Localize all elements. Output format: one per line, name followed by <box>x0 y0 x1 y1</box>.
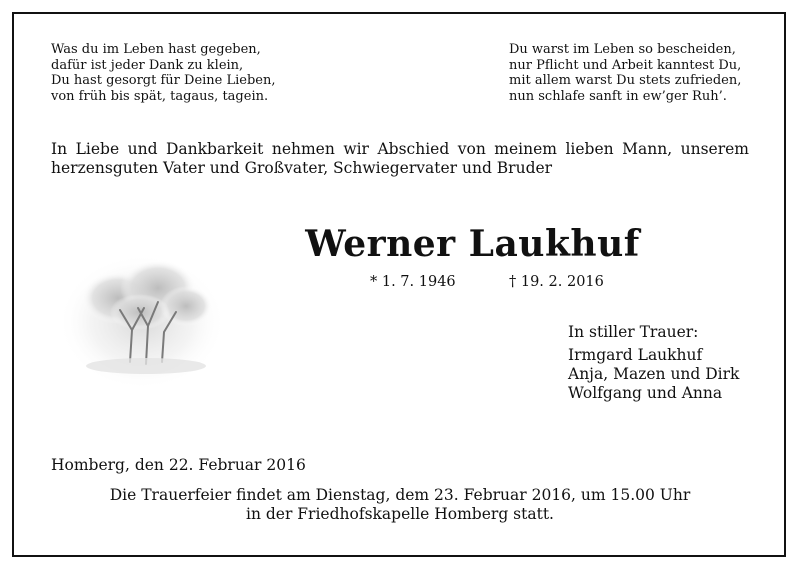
birth-date: * 1. 7. 1946 <box>370 274 456 290</box>
poem-line: nun schlafe sanft in ew’ger Ruh’. <box>509 88 727 104</box>
poem-left <box>51 42 276 104</box>
poem-line: dafür ist jeder Dank zu klein, <box>51 57 244 73</box>
place-and-date: Homberg, den 22. Februar 2016 <box>51 456 306 474</box>
mourners-block <box>568 323 739 403</box>
poem-line: von früh bis spät, tagaus, tagein. <box>51 88 269 104</box>
death-date: † 19. 2. 2016 <box>509 274 604 290</box>
deceased-name: Werner Laukhuf <box>305 223 640 265</box>
tree-illustration-icon <box>58 250 226 395</box>
funeral-line: in der Friedhofskapelle Homberg statt. <box>246 505 554 523</box>
poem-line: nur Pflicht und Arbeit kanntest Du, <box>509 57 742 73</box>
funeral-line: Die Trauerfeier findet am Dienstag, dem 23. Februar 2016, um 15.00 Uhr <box>109 486 691 504</box>
farewell-line: In Liebe und Dankbarkeit nehmen wir Abschied von meinem lieben Mann, unserem <box>51 140 749 158</box>
poem-line: Du warst im Leben so bescheiden, <box>509 42 736 57</box>
mourner-name: Irmgard Laukhuf <box>568 346 703 364</box>
poem-line: Du hast gesorgt für Deine Lieben, <box>51 73 276 88</box>
farewell-text <box>51 140 749 178</box>
mourner-name: Anja, Mazen und Dirk <box>568 365 740 383</box>
mourners-heading: In stiller Trauer: <box>568 323 699 341</box>
poem-line: mit allem warst Du stets zufrieden, <box>509 73 742 88</box>
poem-line: Was du im Leben hast gegeben, <box>51 42 261 57</box>
farewell-line: herzensguten Vater und Großvater, Schwiegervater und Bruder <box>51 159 553 177</box>
mourner-name: Wolfgang und Anna <box>568 384 723 402</box>
poem-right <box>509 42 741 104</box>
funeral-notice <box>0 486 800 524</box>
